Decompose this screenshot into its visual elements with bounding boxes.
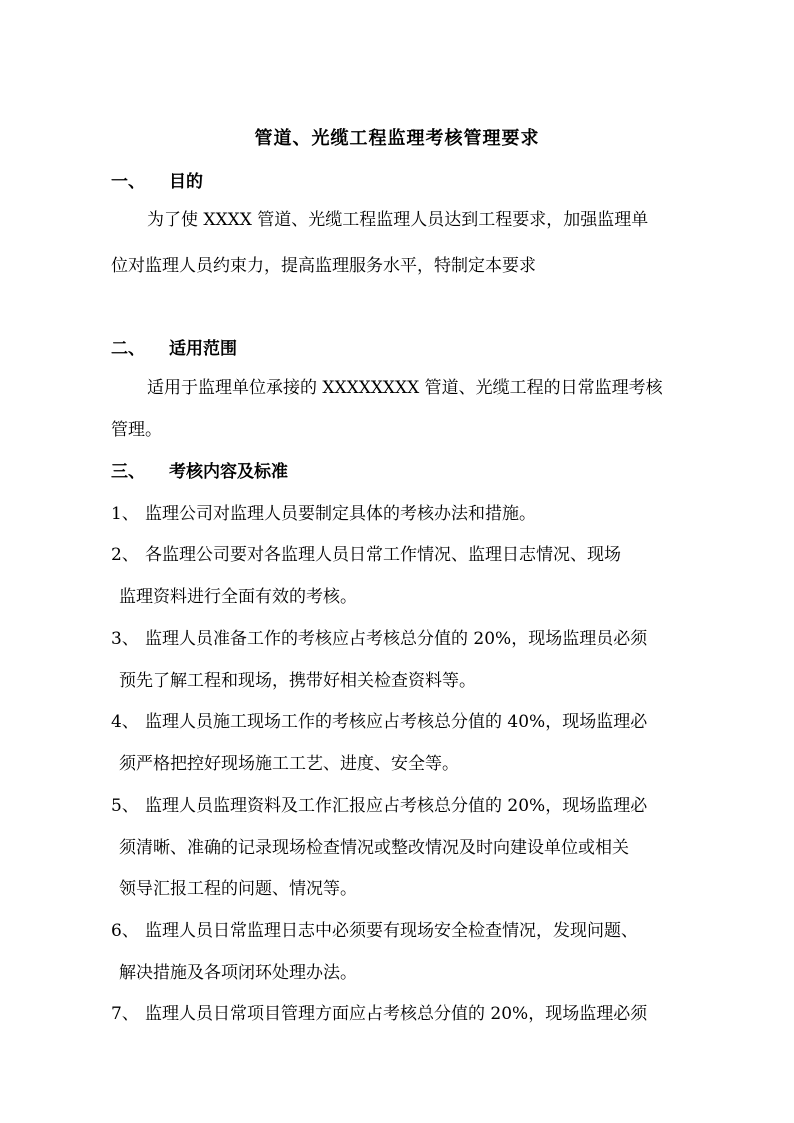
section-number: 一、 [111, 172, 145, 192]
section-heading-1 [111, 170, 203, 194]
list-item-number: 1、 [111, 504, 139, 524]
document-title: 管道、光缆工程监理考核管理要求 [254, 128, 540, 149]
section-title: 考核内容及标准 [169, 462, 288, 482]
list-item [111, 627, 647, 651]
list-item [111, 502, 536, 526]
list-item-text: 监理人员准备工作的考核应占考核总分值的 20%，现场监理员必须 [145, 629, 648, 649]
list-item-number: 2、 [111, 545, 139, 565]
list-item-text: 监理人员日常监理日志中必须要有现场安全检查情况，发现问题、 [145, 921, 638, 941]
list-item-continuation: 解决措施及各项闭环处理办法。 [119, 963, 357, 983]
paragraph-line: 位对监理人员约束力，提高监理服务水平，特制定本要求 [111, 256, 536, 276]
list-item [111, 1002, 647, 1026]
list-item-number: 7、 [111, 1004, 139, 1024]
list-item-text: 各监理公司要对各监理人员日常工作情况、监理日志情况、现场 [145, 545, 621, 565]
paragraph-line: 为了使 XXXX 管道、光缆工程监理人员达到工程要求，加强监理单 [147, 210, 649, 230]
paragraph-line: 适用于监理单位承接的 XXXXXXXX 管道、光缆工程的日常监理考核 [147, 378, 663, 398]
section-heading-3 [111, 460, 288, 484]
list-item-number: 3、 [111, 629, 139, 649]
list-item-number: 5、 [111, 796, 139, 816]
list-item-continuation: 须严格把控好现场施工工艺、进度、安全等。 [119, 754, 459, 774]
section-title: 适用范围 [169, 339, 237, 359]
section-number: 二、 [111, 339, 145, 359]
list-item-number: 4、 [111, 712, 139, 732]
list-item-text: 监理人员日常项目管理方面应占考核总分值的 20%，现场监理必须 [145, 1004, 648, 1024]
list-item-continuation: 领导汇报工程的问题、情况等。 [119, 879, 357, 899]
section-title: 目的 [169, 172, 203, 192]
list-item [111, 919, 638, 943]
list-item-continuation: 须清晰、准确的记录现场检查情况或整改情况及时向建设单位或相关 [119, 838, 629, 858]
list-item-text: 监理公司对监理人员要制定具体的考核办法和措施。 [145, 504, 536, 524]
paragraph-line: 管理。 [111, 420, 162, 440]
list-item-number: 6、 [111, 921, 139, 941]
list-item [111, 710, 647, 734]
list-item-text: 监理人员监理资料及工作汇报应占考核总分值的 20%，现场监理必 [145, 796, 648, 816]
list-item [111, 794, 647, 818]
list-item-continuation: 监理资料进行全面有效的考核。 [119, 587, 357, 607]
list-item-continuation: 预先了解工程和现场，携带好相关检查资料等。 [119, 671, 476, 691]
list-item-text: 监理人员施工现场工作的考核应占考核总分值的 40%，现场监理必 [145, 712, 648, 732]
section-number: 三、 [111, 462, 145, 482]
section-heading-2 [111, 337, 237, 361]
list-item [111, 543, 621, 567]
